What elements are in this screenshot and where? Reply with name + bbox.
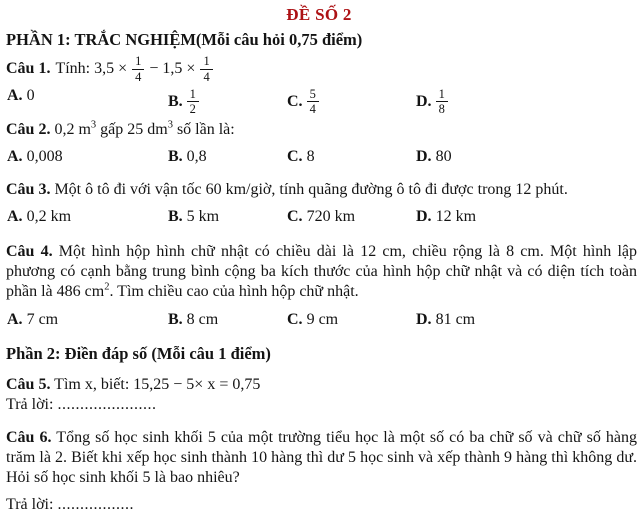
- option-a: [7, 311, 58, 329]
- question-2-text-3: số lần là:: [176, 121, 235, 138]
- option-d-label: D.: [416, 311, 432, 328]
- question-3: [6, 181, 632, 199]
- option-d: [416, 311, 475, 329]
- option-a-value: 0,008: [26, 148, 63, 165]
- question-2-text-1: 0,2 m: [54, 121, 91, 138]
- question-4-options: [6, 311, 632, 331]
- question-5-answer-line: [6, 396, 632, 414]
- option-b-label: B.: [168, 311, 183, 328]
- option-c-value: 9 cm: [306, 311, 339, 328]
- question-1-label: Câu 1.: [6, 60, 51, 77]
- option-a-label: A.: [7, 87, 23, 104]
- answer-blank: .................: [57, 496, 134, 513]
- option-b: [168, 311, 218, 329]
- question-5-label: Câu 5.: [6, 376, 51, 393]
- option-d: [416, 148, 452, 166]
- option-b: [168, 87, 199, 117]
- question-1-options: [6, 87, 632, 121]
- question-2-options: [6, 148, 632, 168]
- question-6-answer-line: [6, 496, 632, 514]
- option-d-label: D.: [416, 92, 432, 110]
- fraction-denominator: 4: [135, 69, 142, 84]
- superscript-3: 3: [167, 119, 173, 131]
- fraction-one-fourth: [200, 54, 212, 84]
- option-c: [287, 148, 315, 166]
- fraction-one-half: [187, 87, 199, 117]
- option-b-label: B.: [168, 92, 183, 110]
- option-d-value: 80: [435, 148, 452, 165]
- exam-title: ĐỀ SỐ 2: [286, 5, 352, 24]
- question-5: [6, 376, 632, 394]
- option-c-label: C.: [287, 148, 303, 165]
- option-d-value: 12 km: [435, 208, 477, 225]
- answer-label: Trả lời:: [6, 496, 54, 513]
- fraction-one-fourth: [132, 54, 144, 84]
- question-2: [6, 121, 632, 139]
- option-a-label: A.: [7, 208, 23, 225]
- option-d: [416, 87, 448, 117]
- option-a: [7, 208, 71, 226]
- question-2-label: Câu 2.: [6, 121, 51, 138]
- answer-blank: ......................: [57, 396, 157, 413]
- question-3-options: [6, 208, 632, 228]
- question-4: [6, 242, 637, 302]
- fraction-denominator: 2: [189, 102, 196, 117]
- question-1-mid: − 1,5 ×: [149, 60, 196, 77]
- question-3-label: Câu 3.: [6, 181, 51, 198]
- question-5-text: Tìm x, biết: 15,25 − 5× x = 0,75: [54, 376, 261, 393]
- option-c: [287, 87, 319, 117]
- option-c-label: C.: [287, 311, 303, 328]
- option-d-value: 81 cm: [435, 311, 476, 328]
- question-6-text: Tổng số học sinh khối 5 của một trường tiểu học là một số có ba chữ số và chữ số hàng trăm là 2. Biết khi xếp học sinh thành 10 hàng thì dư 5 học sinh và xếp thành 9 hàng thì không dư. Hỏi số học sinh khối 5 là bao nhiêu?: [6, 429, 637, 486]
- option-d: [416, 208, 476, 226]
- option-b-value: 8 cm: [186, 311, 219, 328]
- option-b: [168, 208, 219, 226]
- fraction-numerator: 1: [187, 87, 199, 102]
- option-b-label: B.: [168, 148, 183, 165]
- option-a-value: 0: [26, 87, 35, 104]
- question-1-lead: Tính: 3,5 ×: [55, 60, 128, 77]
- option-a: [7, 148, 63, 166]
- option-c-label: C.: [287, 92, 303, 110]
- fraction-numerator: 1: [200, 54, 212, 69]
- option-b-value: 0,8: [186, 148, 207, 165]
- option-c-value: 8: [306, 148, 315, 165]
- option-c-label: C.: [287, 208, 303, 225]
- option-b-label: B.: [168, 208, 183, 225]
- part2-heading: Phần 2: Điền đáp số (Mỗi câu 1 điểm): [6, 344, 271, 363]
- question-3-text: Một ô tô đi với vận tốc 60 km/giờ, tính quãng đường ô tô đi được trong 12 phút.: [54, 181, 568, 198]
- fraction-denominator: 4: [309, 102, 316, 117]
- option-c-value: 720 km: [306, 208, 356, 225]
- option-b-value: 5 km: [186, 208, 220, 225]
- option-a-value: 0,2 km: [26, 208, 72, 225]
- answer-label: Trả lời:: [6, 396, 54, 413]
- question-2-text-2: gấp 25 dm: [100, 121, 168, 138]
- option-a-label: A.: [7, 148, 23, 165]
- option-b: [168, 148, 207, 166]
- option-a-value: 7 cm: [26, 311, 59, 328]
- question-1: [6, 52, 632, 86]
- part1-heading: PHẦN 1: TRẮC NGHIỆM(Mỗi câu hỏi 0,75 điểm): [6, 30, 363, 49]
- fraction-one-eighth: [436, 87, 448, 117]
- fraction-denominator: 4: [203, 69, 210, 84]
- fraction-numerator: 1: [436, 87, 448, 102]
- option-c: [287, 208, 355, 226]
- superscript-3: 3: [90, 119, 97, 131]
- fraction-five-fourths: [307, 87, 319, 117]
- fraction-denominator: 8: [438, 102, 445, 117]
- fraction-numerator: 1: [132, 54, 144, 69]
- option-a: [7, 87, 35, 105]
- option-d-label: D.: [416, 148, 432, 165]
- question-6: [6, 428, 637, 488]
- option-a-label: A.: [7, 311, 23, 328]
- question-4-text-1: Một hình hộp hình chữ nhật có chiều dài là 12 cm, chiều rộng là 8 cm. Một hình lập phương có cạnh bằng trung bình cộng ba kích thước của hình hộp chữ nhật và có diện tích toàn phần là 486 cm: [6, 243, 637, 300]
- fraction-numerator: 5: [307, 87, 319, 102]
- option-c: [287, 311, 338, 329]
- superscript-2: 2: [104, 281, 110, 293]
- question-4-text-2: . Tìm chiều cao của hình hộp chữ nhật.: [109, 283, 359, 300]
- question-4-label: Câu 4.: [6, 243, 53, 260]
- option-d-label: D.: [416, 208, 432, 225]
- question-6-label: Câu 6.: [6, 429, 52, 446]
